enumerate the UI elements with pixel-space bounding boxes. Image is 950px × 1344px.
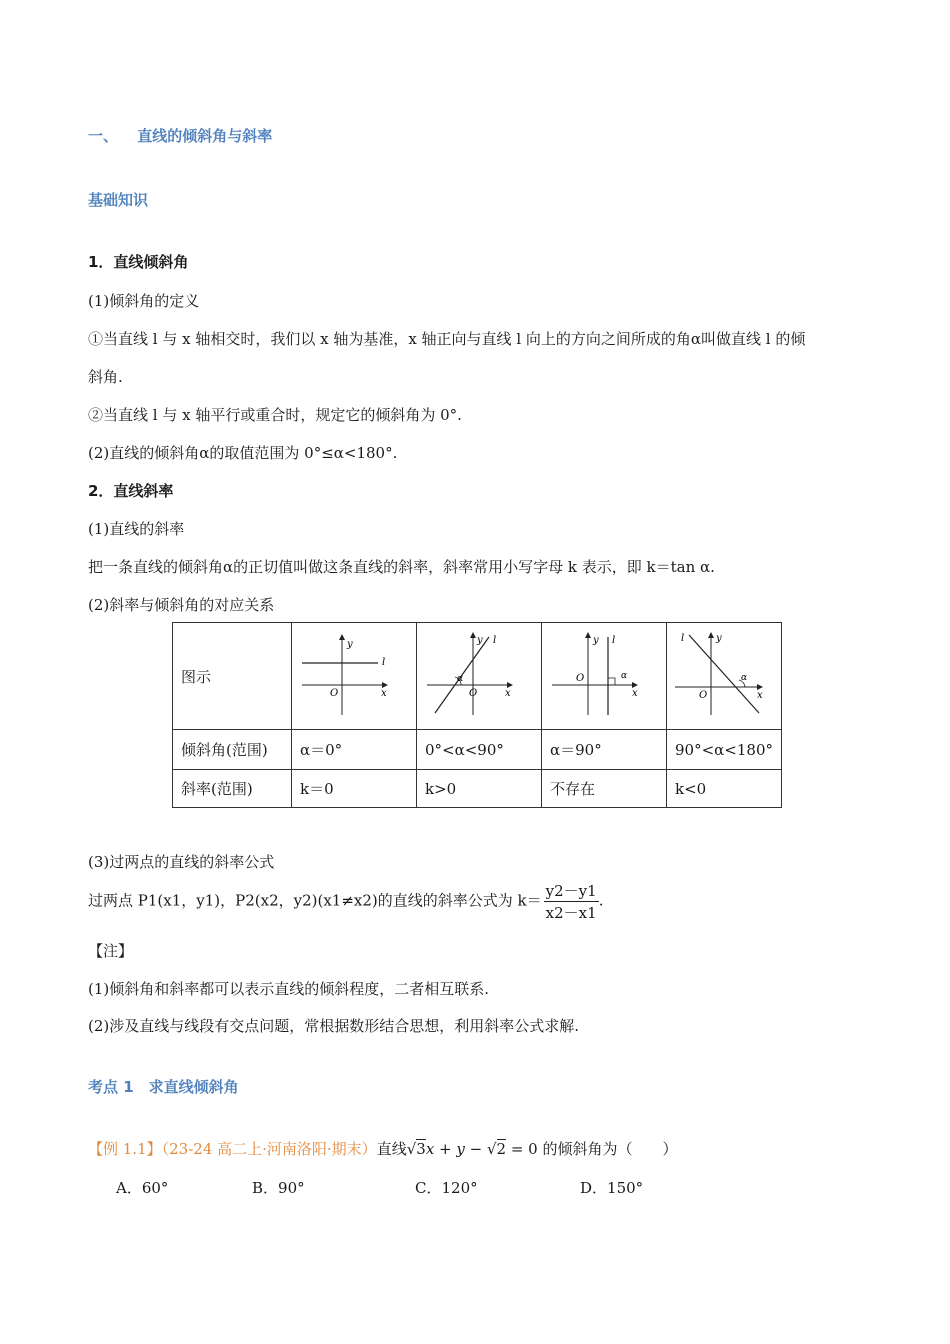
p1-item2: ②当直线 l 与 x 轴平行或重合时，规定它的倾斜角为 0°. <box>88 406 462 424</box>
formula-text: 过两点 P1(x1，y1)，P2(x2，y2)(x1≠x2)的直线的斜率公式为 k＝ <box>88 891 542 910</box>
note-label: 【注】 <box>88 942 134 960</box>
line-l-label: l <box>612 635 616 646</box>
section-number: 一、 <box>88 127 119 145</box>
slope-cell-2: k>0 <box>417 770 542 808</box>
axis-y-label: y <box>477 635 483 646</box>
kaodian-title: 考点 1 求直线倾斜角 <box>88 1078 239 1096</box>
figure-horizontal <box>292 623 416 725</box>
heading-slope: 2．直线斜率 <box>88 482 174 500</box>
formula-end: . <box>598 891 604 910</box>
origin-label: O <box>576 673 585 684</box>
origin-label: O <box>699 690 708 701</box>
figure-obtuse <box>667 623 781 725</box>
table-row-angles <box>173 730 782 770</box>
axis-x-label: x <box>505 688 511 699</box>
axis-y-label: y <box>716 633 722 644</box>
figure-acute <box>417 623 541 725</box>
row-label-slope: 斜率(范围) <box>173 770 292 808</box>
example-mid: 𝑥 + 𝑦 − <box>425 1140 487 1158</box>
alpha-label: α <box>621 671 628 681</box>
formula-fraction <box>544 880 599 923</box>
p2-sub2: (2)斜率与倾斜角的对应关系 <box>88 596 275 614</box>
example-1-1 <box>88 1138 678 1159</box>
option-b[interactable]: B．90° <box>252 1179 305 1197</box>
alpha-label: α <box>741 673 748 683</box>
p2-def: 把一条直线的倾斜角α的正切值叫做这条直线的斜率，斜率常用小写字母 k 表示，即 k＝tan α. <box>88 558 715 576</box>
p1-sub2: (2)直线的倾斜角α的取值范围为 0°≤α<180°. <box>88 444 398 462</box>
axis-x-label: x <box>757 690 763 701</box>
axis-y-label: y <box>347 639 353 650</box>
formula-numerator: y2－y1 <box>545 882 597 900</box>
subsection-title: 基础知识 <box>88 191 149 209</box>
example-stem-post: 的倾斜角为（ ） <box>537 1140 678 1158</box>
section-title: 直线的倾斜角与斜率 <box>137 127 273 145</box>
figure-vertical-cell <box>542 623 667 730</box>
line-l-label: l <box>493 635 497 646</box>
figure-acute-cell <box>417 623 542 730</box>
axis-y-label: y <box>593 635 599 646</box>
sqrt-2-radicand: 2 <box>496 1140 507 1158</box>
line-l-label: l <box>681 633 685 644</box>
option-d[interactable]: D．150° <box>580 1179 644 1197</box>
slope-formula <box>88 880 603 923</box>
section-heading <box>88 125 272 146</box>
slope-cell-4: k<0 <box>667 770 782 808</box>
angle-cell-4: 90°<α<180° <box>667 730 782 770</box>
slope-cell-1: k＝0 <box>292 770 417 808</box>
note-2: (2)涉及直线与线段有交点问题，常根据数形结合思想，利用斜率公式求解. <box>88 1017 580 1035</box>
table-row-slopes <box>173 770 782 808</box>
note-1: (1)倾斜角和斜率都可以表示直线的倾斜程度，二者相互联系. <box>88 980 490 998</box>
origin-label: O <box>330 688 339 699</box>
p1-item1b: 斜角. <box>88 368 123 386</box>
row-label-angle: 倾斜角(范围) <box>173 730 292 770</box>
p1-item1a: ①当直线 l 与 x 轴相交时，我们以 x 轴为基准，x 轴正向与直线 l 向上的方向之间所成的角α叫做直线 l 的倾 <box>88 330 806 348</box>
option-c[interactable]: C．120° <box>415 1179 478 1197</box>
sqrt-3-radicand: 3 <box>416 1140 426 1158</box>
p1-sub1: (1)倾斜角的定义 <box>88 292 200 310</box>
figure-obtuse-cell <box>667 623 782 730</box>
p3-sub3: (3)过两点的直线的斜率公式 <box>88 853 275 871</box>
formula-denominator: x2－x1 <box>545 904 597 922</box>
sqrt-symbol: √ <box>406 1140 417 1158</box>
angle-cell-3: α＝90° <box>542 730 667 770</box>
sqrt-symbol: √ <box>486 1140 497 1158</box>
line-l-label: l <box>382 657 386 668</box>
example-eq: = 0 <box>506 1140 538 1158</box>
origin-label: O <box>469 688 478 699</box>
angle-cell-1: α＝0° <box>292 730 417 770</box>
alpha-label: α <box>457 674 464 684</box>
option-a[interactable]: A．60° <box>116 1179 169 1197</box>
slope-angle-table <box>172 622 782 808</box>
row-label-figure: 图示 <box>173 623 292 730</box>
example-options <box>116 1177 643 1198</box>
example-tag: 【例 1.1】 <box>88 1140 162 1158</box>
example-stem-pre: 直线 <box>376 1140 407 1158</box>
angle-cell-2: 0°<α<90° <box>417 730 542 770</box>
heading-inclination: 1．直线倾斜角 <box>88 253 189 271</box>
p2-sub1: (1)直线的斜率 <box>88 520 185 538</box>
axis-x-label: x <box>381 688 387 699</box>
figure-vertical <box>542 623 666 725</box>
figure-horizontal-cell <box>292 623 417 730</box>
example-source: （23-24 高二上·河南洛阳·期末） <box>161 1140 377 1158</box>
axis-x-label: x <box>632 688 638 699</box>
slope-cell-3: 不存在 <box>542 770 667 808</box>
table-row-figures <box>173 623 782 730</box>
